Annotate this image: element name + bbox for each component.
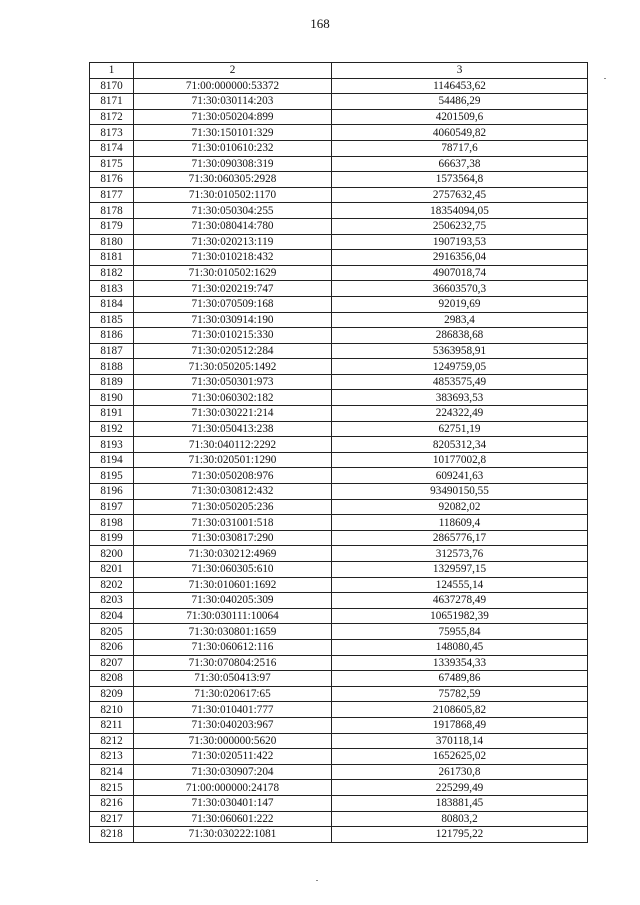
table-row: [90, 140, 588, 156]
row-number-cell: 8176: [90, 172, 134, 188]
row-number-cell: 8218: [90, 827, 134, 843]
value-cell: 75955,84: [332, 624, 588, 640]
cadastral-number-cell: 71:30:060302:182: [134, 390, 332, 406]
value-cell: 92082,02: [332, 499, 588, 515]
value-cell: 148080,45: [332, 639, 588, 655]
value-cell: 93490150,55: [332, 484, 588, 500]
row-number-cell: 8184: [90, 296, 134, 312]
cadastral-number-cell: 71:30:010215:330: [134, 328, 332, 344]
table-row: [90, 499, 588, 515]
column-header-3: 3: [332, 63, 588, 79]
cadastral-number-cell: 71:30:031001:518: [134, 515, 332, 531]
value-cell: 66637,38: [332, 156, 588, 172]
row-number-cell: 8171: [90, 94, 134, 110]
row-number-cell: 8217: [90, 811, 134, 827]
value-cell: 312573,76: [332, 546, 588, 562]
row-number-cell: 8213: [90, 749, 134, 765]
row-number-cell: 8185: [90, 312, 134, 328]
value-cell: 2983,4: [332, 312, 588, 328]
value-cell: 1329597,15: [332, 562, 588, 578]
row-number-cell: 8210: [90, 702, 134, 718]
row-number-cell: 8199: [90, 530, 134, 546]
table-row: [90, 203, 588, 219]
row-number-cell: 8183: [90, 281, 134, 297]
row-number-cell: 8202: [90, 577, 134, 593]
table-row: [90, 515, 588, 531]
table-row: [90, 780, 588, 796]
row-number-cell: 8209: [90, 686, 134, 702]
table-row: [90, 608, 588, 624]
cadastral-number-cell: 71:30:010610:232: [134, 140, 332, 156]
column-header-1: 1: [90, 63, 134, 79]
value-cell: 10651982,39: [332, 608, 588, 624]
cadastral-number-cell: 71:30:050205:1492: [134, 359, 332, 375]
value-cell: 18354094,05: [332, 203, 588, 219]
value-cell: 224322,49: [332, 406, 588, 422]
value-cell: 225299,49: [332, 780, 588, 796]
row-number-cell: 8204: [90, 608, 134, 624]
value-cell: 1573564,8: [332, 172, 588, 188]
table-row: [90, 406, 588, 422]
value-cell: 1339354,33: [332, 655, 588, 671]
table-row: [90, 811, 588, 827]
page-number: 168: [310, 16, 330, 31]
table-row: [90, 593, 588, 609]
row-number-cell: 8175: [90, 156, 134, 172]
scan-speck: [316, 880, 318, 881]
value-cell: 36603570,3: [332, 281, 588, 297]
value-cell: 4637278,49: [332, 593, 588, 609]
value-cell: 62751,19: [332, 421, 588, 437]
table-row: [90, 639, 588, 655]
cadastral-number-cell: 71:30:030114:203: [134, 94, 332, 110]
row-number-cell: 8181: [90, 250, 134, 266]
cadastral-number-cell: 71:30:060305:610: [134, 562, 332, 578]
cadastral-number-cell: 71:30:040112:2292: [134, 437, 332, 453]
table-row: [90, 390, 588, 406]
cadastral-number-cell: 71:30:050208:976: [134, 468, 332, 484]
cadastral-number-cell: 71:30:040203:967: [134, 717, 332, 733]
table-row: [90, 655, 588, 671]
cadastral-number-cell: 71:30:060305:2928: [134, 172, 332, 188]
cadastral-number-cell: 71:30:060601:222: [134, 811, 332, 827]
cadastral-number-cell: 71:30:020617:65: [134, 686, 332, 702]
row-number-cell: 8172: [90, 109, 134, 125]
table-row: [90, 250, 588, 266]
value-cell: 370118,14: [332, 733, 588, 749]
cadastral-number-cell: 71:30:030914:190: [134, 312, 332, 328]
table-row: [90, 109, 588, 125]
table-row: [90, 359, 588, 375]
row-number-cell: 8186: [90, 328, 134, 344]
value-cell: 1249759,05: [332, 359, 588, 375]
table-row: [90, 764, 588, 780]
cadastral-number-cell: 71:30:030111:10064: [134, 608, 332, 624]
value-cell: 2506232,75: [332, 218, 588, 234]
row-number-cell: 8216: [90, 795, 134, 811]
row-number-cell: 8170: [90, 78, 134, 94]
table-row: [90, 468, 588, 484]
row-number-cell: 8207: [90, 655, 134, 671]
table-row: [90, 437, 588, 453]
value-cell: 1652625,02: [332, 749, 588, 765]
cadastral-number-cell: 71:30:030222:1081: [134, 827, 332, 843]
cadastral-number-cell: 71:30:050304:255: [134, 203, 332, 219]
table-row: [90, 218, 588, 234]
value-cell: 92019,69: [332, 296, 588, 312]
cadastral-number-cell: 71:30:030401:147: [134, 795, 332, 811]
row-number-cell: 8188: [90, 359, 134, 375]
value-cell: 2108605,82: [332, 702, 588, 718]
cadastral-number-cell: 71:30:050205:236: [134, 499, 332, 515]
table-row: [90, 343, 588, 359]
cadastral-number-cell: 71:30:020213:119: [134, 234, 332, 250]
value-cell: 2757632,45: [332, 187, 588, 203]
cadastral-number-cell: 71:30:050413:97: [134, 671, 332, 687]
table-row: [90, 827, 588, 843]
data-table: [89, 62, 588, 843]
row-number-cell: 8187: [90, 343, 134, 359]
cadastral-number-cell: 71:30:030801:1659: [134, 624, 332, 640]
table-row: [90, 795, 588, 811]
cadastral-number-cell: 71:30:070804:2516: [134, 655, 332, 671]
row-number-cell: 8180: [90, 234, 134, 250]
cadastral-number-cell: 71:30:030221:214: [134, 406, 332, 422]
cadastral-number-cell: 71:30:080414:780: [134, 218, 332, 234]
table-row: [90, 530, 588, 546]
value-cell: 609241,63: [332, 468, 588, 484]
table-row: [90, 624, 588, 640]
table-row: [90, 187, 588, 203]
row-number-cell: 8205: [90, 624, 134, 640]
cadastral-number-cell: 71:30:030817:290: [134, 530, 332, 546]
cadastral-number-cell: 71:30:010502:1170: [134, 187, 332, 203]
row-number-cell: 8177: [90, 187, 134, 203]
value-cell: 4201509,6: [332, 109, 588, 125]
cadastral-number-cell: 71:30:090308:319: [134, 156, 332, 172]
row-number-cell: 8194: [90, 452, 134, 468]
row-number-cell: 8203: [90, 593, 134, 609]
column-header-2: 2: [134, 63, 332, 79]
value-cell: 118609,4: [332, 515, 588, 531]
table-row: [90, 577, 588, 593]
table-row: [90, 172, 588, 188]
table-row: [90, 296, 588, 312]
table-row: [90, 686, 588, 702]
row-number-cell: 8196: [90, 484, 134, 500]
value-cell: 54486,29: [332, 94, 588, 110]
row-number-cell: 8206: [90, 639, 134, 655]
table-row: [90, 702, 588, 718]
row-number-cell: 8173: [90, 125, 134, 141]
table-header-row: [90, 63, 588, 79]
row-number-cell: 8195: [90, 468, 134, 484]
value-cell: 4853575,49: [332, 374, 588, 390]
table-row: [90, 234, 588, 250]
cadastral-number-cell: 71:30:010502:1629: [134, 265, 332, 281]
value-cell: 121795,22: [332, 827, 588, 843]
cadastral-number-cell: 71:30:030212:4969: [134, 546, 332, 562]
row-number-cell: 8174: [90, 140, 134, 156]
value-cell: 2865776,17: [332, 530, 588, 546]
value-cell: 8205312,34: [332, 437, 588, 453]
cadastral-number-cell: 71:30:040205:309: [134, 593, 332, 609]
value-cell: 4060549,82: [332, 125, 588, 141]
value-cell: 1146453,62: [332, 78, 588, 94]
cadastral-number-cell: 71:00:000000:53372: [134, 78, 332, 94]
cadastral-number-cell: 71:30:010401:777: [134, 702, 332, 718]
scan-speck: [604, 78, 606, 79]
cadastral-number-cell: 71:30:070509:168: [134, 296, 332, 312]
table-row: [90, 328, 588, 344]
table-row: [90, 452, 588, 468]
value-cell: 67489,86: [332, 671, 588, 687]
cadastral-number-cell: 71:30:020512:284: [134, 343, 332, 359]
cadastral-number-cell: 71:30:060612:116: [134, 639, 332, 655]
cadastral-number-cell: 71:30:010218:432: [134, 250, 332, 266]
row-number-cell: 8192: [90, 421, 134, 437]
table-row: [90, 78, 588, 94]
cadastral-number-cell: 71:30:030812:432: [134, 484, 332, 500]
value-cell: 261730,8: [332, 764, 588, 780]
row-number-cell: 8189: [90, 374, 134, 390]
table-row: [90, 484, 588, 500]
table-row: [90, 156, 588, 172]
cadastral-number-cell: 71:30:050204:899: [134, 109, 332, 125]
value-cell: 124555,14: [332, 577, 588, 593]
row-number-cell: 8191: [90, 406, 134, 422]
row-number-cell: 8200: [90, 546, 134, 562]
row-number-cell: 8208: [90, 671, 134, 687]
table-row: [90, 265, 588, 281]
cadastral-number-cell: 71:30:050413:238: [134, 421, 332, 437]
cadastral-number-cell: 71:30:000000:5620: [134, 733, 332, 749]
row-number-cell: 8182: [90, 265, 134, 281]
table-row: [90, 421, 588, 437]
value-cell: 1917868,49: [332, 717, 588, 733]
value-cell: 10177002,8: [332, 452, 588, 468]
row-number-cell: 8215: [90, 780, 134, 796]
table-row: [90, 94, 588, 110]
row-number-cell: 8198: [90, 515, 134, 531]
value-cell: 183881,45: [332, 795, 588, 811]
value-cell: 80803,2: [332, 811, 588, 827]
value-cell: 4907018,74: [332, 265, 588, 281]
row-number-cell: 8214: [90, 764, 134, 780]
row-number-cell: 8201: [90, 562, 134, 578]
value-cell: 5363958,91: [332, 343, 588, 359]
value-cell: 2916356,04: [332, 250, 588, 266]
row-number-cell: 8197: [90, 499, 134, 515]
value-cell: 383693,53: [332, 390, 588, 406]
table-row: [90, 312, 588, 328]
table-row: [90, 562, 588, 578]
table-row: [90, 374, 588, 390]
value-cell: 286838,68: [332, 328, 588, 344]
cadastral-number-cell: 71:30:020219:747: [134, 281, 332, 297]
cadastral-number-cell: 71:00:000000:24178: [134, 780, 332, 796]
cadastral-number-cell: 71:30:150101:329: [134, 125, 332, 141]
row-number-cell: 8178: [90, 203, 134, 219]
row-number-cell: 8190: [90, 390, 134, 406]
cadastral-number-cell: 71:30:020511:422: [134, 749, 332, 765]
cadastral-number-cell: 71:30:030907:204: [134, 764, 332, 780]
table-row: [90, 125, 588, 141]
table-row: [90, 546, 588, 562]
table-row: [90, 671, 588, 687]
cadastral-number-cell: 71:30:050301:973: [134, 374, 332, 390]
value-cell: 1907193,53: [332, 234, 588, 250]
table-row: [90, 281, 588, 297]
table-row: [90, 717, 588, 733]
value-cell: 75782,59: [332, 686, 588, 702]
cadastral-number-cell: 71:30:020501:1290: [134, 452, 332, 468]
table-row: [90, 733, 588, 749]
row-number-cell: 8211: [90, 717, 134, 733]
value-cell: 78717,6: [332, 140, 588, 156]
row-number-cell: 8212: [90, 733, 134, 749]
table-row: [90, 749, 588, 765]
row-number-cell: 8179: [90, 218, 134, 234]
cadastral-number-cell: 71:30:010601:1692: [134, 577, 332, 593]
row-number-cell: 8193: [90, 437, 134, 453]
